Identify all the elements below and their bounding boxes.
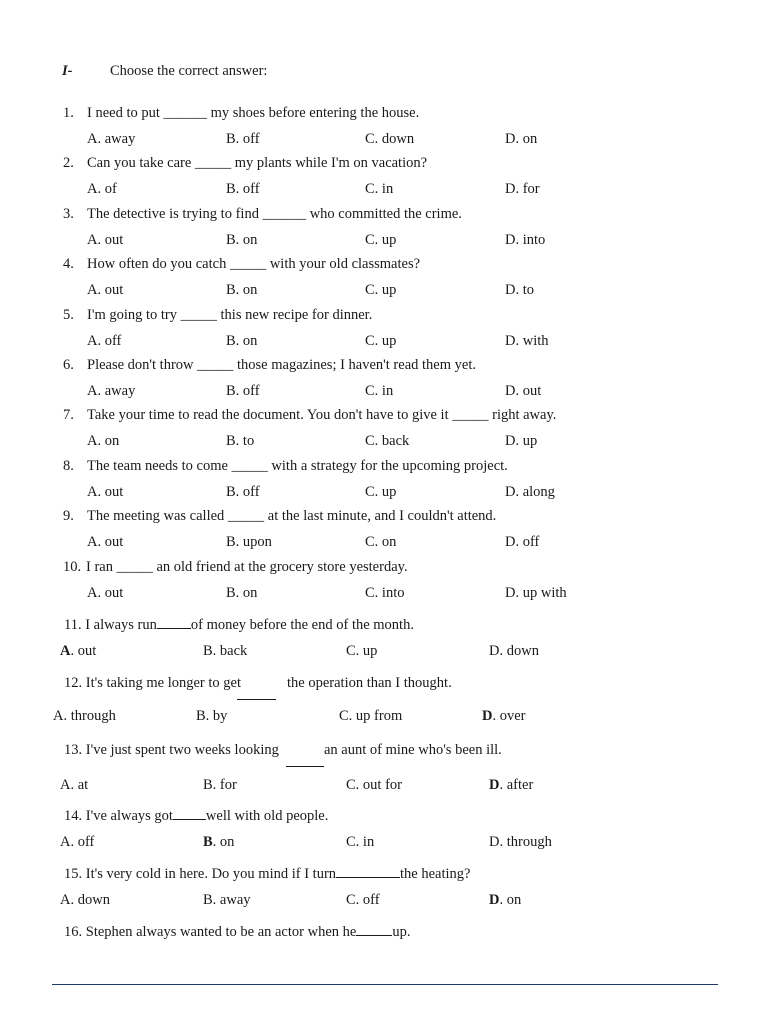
question-6-option-a[interactable]: A. away: [87, 383, 136, 399]
question-16-after: up.: [392, 924, 411, 940]
question-1-stem: [87, 104, 419, 122]
question-8-blank: _____: [231, 458, 268, 474]
question-5-option-b[interactable]: B. on: [226, 333, 258, 349]
question-15-before: 15. It's very cold in here. Do you mind if I turn: [64, 866, 337, 882]
question-4-stem: [87, 255, 420, 273]
question-14-after: well with old people.: [205, 808, 329, 824]
question-2-option-d[interactable]: D. for: [505, 181, 540, 197]
question-15-after: the heating?: [400, 866, 471, 882]
question-5-option-c[interactable]: C. up: [365, 333, 397, 349]
question-3-option-c[interactable]: C. up: [365, 232, 397, 248]
question-1-option-d[interactable]: D. on: [505, 131, 538, 147]
question-8-option-a[interactable]: A. out: [87, 484, 124, 500]
question-2-option-c[interactable]: C. in: [365, 181, 394, 197]
question-7-option-c[interactable]: C. back: [365, 433, 410, 449]
question-15-blank: [336, 865, 400, 878]
question-15: [64, 865, 471, 883]
question-10-stem: [86, 558, 408, 576]
question-2-blank: _____: [194, 155, 232, 171]
question-2-option-a[interactable]: A. of: [87, 181, 117, 197]
question-4-option-b[interactable]: B. on: [226, 282, 258, 298]
question-14-option-d[interactable]: D. through: [489, 834, 552, 850]
question-16: [64, 923, 410, 941]
question-14-option-b[interactable]: B. on: [203, 834, 235, 850]
question-9-option-b[interactable]: B. upon: [226, 534, 272, 550]
question-5-after: this new recipe for dinner.: [216, 307, 373, 323]
question-9-option-a[interactable]: A. out: [87, 534, 124, 550]
question-10-number: 10.: [63, 559, 82, 575]
question-10-after: an old friend at the grocery store yesterday.: [152, 559, 408, 575]
question-13-stem-a: 13. I've just spent two weeks looking: [64, 742, 279, 758]
question-14-option-c[interactable]: C. in: [346, 834, 375, 850]
question-14-before: 14. I've always got: [64, 808, 173, 824]
question-13-stem-b: an aunt of mine who's been ill.: [324, 742, 502, 758]
question-4-option-a[interactable]: A. out: [87, 282, 124, 298]
question-9-stem: [87, 507, 496, 525]
question-5-option-d[interactable]: D. with: [505, 333, 549, 349]
question-6-option-d[interactable]: D. out: [505, 383, 542, 399]
question-1-option-b[interactable]: B. off: [226, 131, 260, 147]
question-3-option-b[interactable]: B. on: [226, 232, 258, 248]
question-13-option-b[interactable]: B. for: [203, 777, 237, 793]
question-9-before: The meeting was called: [87, 508, 228, 524]
question-15-option-a[interactable]: A. down: [60, 892, 110, 908]
question-11-option-d[interactable]: D. down: [489, 643, 539, 659]
question-12-option-b[interactable]: B. by: [196, 708, 228, 724]
question-13-blank: [286, 766, 324, 767]
section-number: I-: [62, 63, 73, 79]
question-4-option-d[interactable]: D. to: [505, 282, 534, 298]
question-11-option-c[interactable]: C. up: [346, 643, 378, 659]
question-7-blank: _____: [452, 407, 489, 423]
question-11-before: 11. I always run: [64, 617, 157, 633]
question-4-number: 4.: [63, 256, 74, 272]
question-12-option-a[interactable]: A. through: [53, 708, 116, 724]
question-8-after: with a strategy for the upcoming project.: [267, 458, 508, 474]
question-9-after: at the last minute, and I couldn't attend.: [264, 508, 497, 524]
question-4-option-c[interactable]: C. up: [365, 282, 397, 298]
question-4-blank: _____: [229, 256, 267, 272]
question-10-option-b[interactable]: B. on: [226, 585, 258, 601]
question-14-option-a[interactable]: A. off: [60, 834, 95, 850]
question-3-stem: [87, 205, 462, 223]
question-8-option-d[interactable]: D. along: [505, 484, 555, 500]
footer-rule: [52, 984, 718, 985]
question-3-option-a[interactable]: A. out: [87, 232, 124, 248]
question-8-option-c[interactable]: C. up: [365, 484, 397, 500]
question-7-stem: [87, 406, 556, 424]
question-7-before: Take your time to read the document. You don't have to give it: [87, 407, 453, 423]
question-5-stem: [87, 306, 372, 324]
question-1-after: my shoes before entering the house.: [207, 105, 420, 121]
question-1-blank: ______: [163, 105, 208, 121]
question-8-stem: [87, 457, 508, 475]
question-3-number: 3.: [63, 206, 74, 222]
question-6-after: those magazines; I haven't read them yet.: [233, 357, 476, 373]
question-2-before: Can you take care: [87, 155, 195, 171]
question-15-option-b[interactable]: B. away: [203, 892, 251, 908]
question-1-before: I need to put: [87, 105, 164, 121]
question-7-number: 7.: [63, 407, 74, 423]
question-10-before: I ran: [86, 559, 117, 575]
question-9-option-d[interactable]: D. off: [505, 534, 540, 550]
question-5-number: 5.: [63, 307, 74, 323]
question-6-option-b[interactable]: B. off: [226, 383, 260, 399]
question-10-blank: _____: [116, 559, 153, 575]
question-7-option-a[interactable]: A. on: [87, 433, 120, 449]
question-7-after: right away.: [488, 407, 557, 423]
question-12-blank: [237, 699, 276, 700]
question-1-option-c[interactable]: C. down: [365, 131, 415, 147]
question-6-number: 6.: [63, 357, 74, 373]
question-9-option-c[interactable]: C. on: [365, 534, 397, 550]
question-1-option-a[interactable]: A. away: [87, 131, 136, 147]
question-10-option-d[interactable]: D. up with: [505, 585, 567, 601]
question-3-option-d[interactable]: D. into: [505, 232, 546, 248]
question-10-option-c[interactable]: C. into: [365, 585, 405, 601]
question-6-blank: _____: [197, 357, 234, 373]
question-4-before: How often do you catch: [87, 256, 230, 272]
question-4-after: with your old classmates?: [266, 256, 421, 272]
question-7-option-b[interactable]: B. to: [226, 433, 255, 449]
question-13-option-c[interactable]: C. out for: [346, 777, 402, 793]
question-7-option-d[interactable]: D. up: [505, 433, 538, 449]
section-instruction: Choose the correct answer:: [110, 63, 268, 79]
question-8-before: The team needs to come: [87, 458, 232, 474]
question-5-blank: _____: [180, 307, 217, 323]
question-2-stem: [87, 154, 427, 172]
question-14-blank: [173, 807, 206, 820]
question-14: [64, 807, 328, 825]
question-2-option-b[interactable]: B. off: [226, 181, 260, 197]
question-16-blank: [356, 923, 392, 936]
question-9-blank: _____: [227, 508, 265, 524]
question-16-before: 16. Stephen always wanted to be an actor when he: [64, 924, 357, 940]
question-9-number: 9.: [63, 508, 74, 524]
question-12-option-d[interactable]: D. over: [482, 708, 526, 724]
question-12-option-c[interactable]: C. up from: [339, 708, 403, 724]
question-2-number: 2.: [63, 155, 74, 171]
question-11-after: of money before the end of the month.: [190, 617, 414, 633]
question-2-after: my plants while I'm on vacation?: [231, 155, 428, 171]
question-5-option-a[interactable]: A. off: [87, 333, 122, 349]
question-10-option-a[interactable]: A. out: [87, 585, 124, 601]
question-1-number: 1.: [63, 105, 74, 121]
question-8-option-b[interactable]: B. off: [226, 484, 260, 500]
question-6-option-c[interactable]: C. in: [365, 383, 394, 399]
question-3-blank: ______: [262, 206, 307, 222]
question-11-option-b[interactable]: B. back: [203, 643, 248, 659]
question-6-stem: [87, 356, 476, 374]
question-15-option-d[interactable]: D. on: [489, 892, 522, 908]
question-6-before: Please don't throw: [87, 357, 198, 373]
question-11: [64, 616, 414, 634]
question-13-option-a[interactable]: A. at: [60, 777, 89, 793]
question-3-before: The detective is trying to find: [87, 206, 263, 222]
question-15-option-c[interactable]: C. off: [346, 892, 380, 908]
question-5-before: I'm going to try: [87, 307, 181, 323]
question-12-stem-b: the operation than I thought.: [287, 675, 452, 691]
question-11-blank: [157, 616, 191, 629]
question-8-number: 8.: [63, 458, 74, 474]
question-11-option-a[interactable]: A. out: [60, 643, 97, 659]
question-12-stem-a: 12. It's taking me longer to get: [64, 675, 241, 691]
question-13-option-d[interactable]: D. after: [489, 777, 534, 793]
question-3-after: who committed the crime.: [306, 206, 462, 222]
